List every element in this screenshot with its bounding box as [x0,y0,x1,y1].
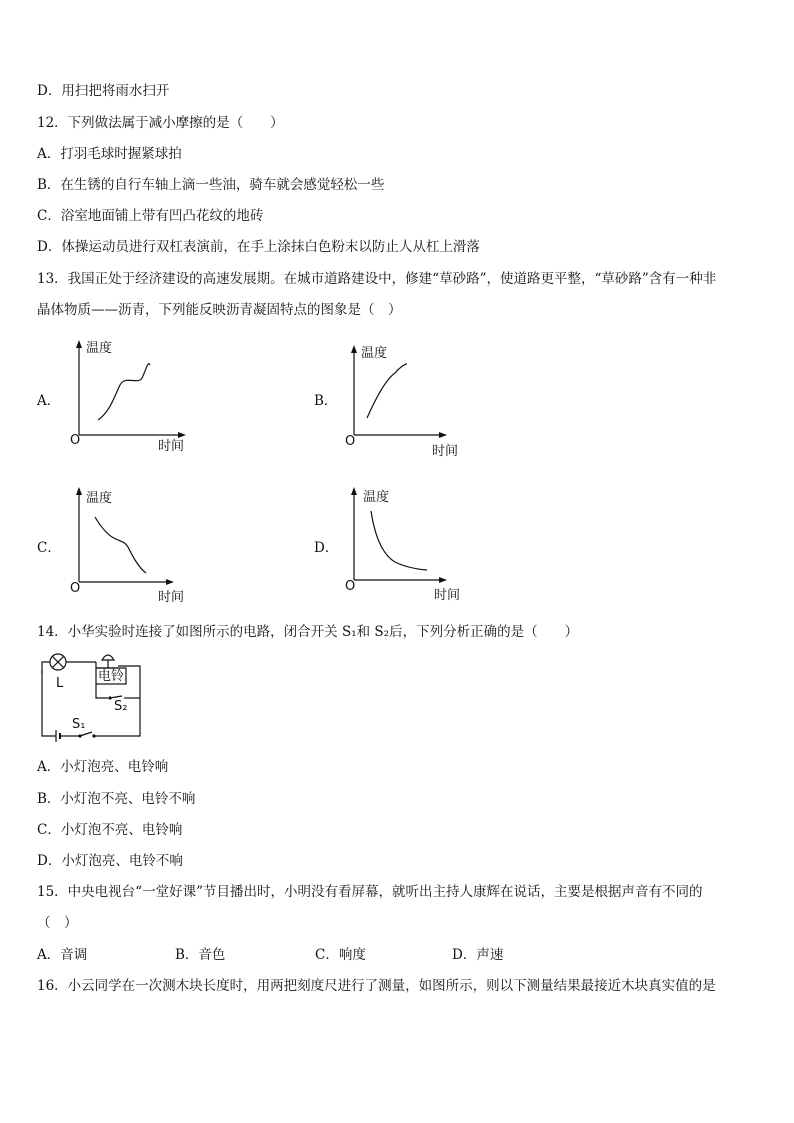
graph-c-x-axis-label: 时间 [158,590,185,605]
q15-stem-line2: （ ） [37,915,78,931]
graph-b-curve [367,364,407,418]
q15-stem-line1: 15．中央电视台“一堂好课”节目播出时，小明没有看屏幕，就听出主持人康辉在说话，主要是根据声音有不同的 [37,884,703,900]
graph-d-x-axis-label: 时间 [434,588,461,603]
switch-s2-icon [110,696,122,698]
graph-a-x-axis-label: 时间 [158,439,185,454]
graph-b-origin: O [345,434,356,449]
q14-option-b: B．小灯泡不亮、电铃不响 [37,791,196,807]
q15-option-c: C．响度 [315,947,366,963]
q12-stem: 12．下列做法属于减小摩擦的是（ ） [37,115,284,131]
graph-b-x-axis-label: 时间 [432,444,459,459]
graph-a-origin: O [70,433,81,448]
bell-icon [102,655,114,660]
q12-option-c: C．浴室地面铺上带有凹凸花纹的地砖 [37,208,264,224]
graph-d [345,487,475,606]
graph-c-y-axis-label: 温度 [86,491,113,506]
graph-a [70,340,200,454]
bell-label: 电铃 [98,669,125,684]
q16-stem: 16．小云同学在一次测木块长度时，用两把刻度尺进行了测量，如图所示，则以下测量结果最接近木块真实值的是 [37,978,716,994]
graph-d-label: D． [314,540,339,556]
graph-b [345,345,475,459]
q14-option-d: D．小灯泡亮、电铃不响 [37,853,183,869]
lamp-label: L [56,676,64,691]
q15-option-d: D．声速 [452,947,504,963]
switch-s1-icon [80,732,92,736]
graph-c-label: C． [37,540,61,556]
q12-option-d: D．体操运动员进行双杠表演前，在手上涂抹白色粉末以防止人从杠上滑落 [37,239,480,255]
graph-d-y-axis-label: 温度 [363,490,390,505]
graph-d-origin: O [345,579,356,594]
graph-c-curve [95,517,146,573]
q15-option-b: B．音色 [175,947,226,963]
q14-stem: 14．小华实验时连接了如图所示的电路，闭合开关 S₁和 S₂后，下列分析正确的是（ ） [37,624,579,640]
graph-a-curve [98,364,150,420]
circuit-diagram [36,650,156,754]
graph-b-y-axis-label: 温度 [361,346,388,361]
q13-stem-line2: 晶体物质——沥青，下列能反映沥青凝固特点的图象是（ ） [37,302,402,318]
q11-option-d: D．用扫把将雨水扫开 [37,83,170,99]
q13-stem-line1: 13．我国正处于经济建设的高速发展期。在城市道路建设中，修建“草砂路”，使道路更平整，“草砂路”含有一种非 [37,271,717,287]
q12-option-a: A．打羽毛球时握紧球拍 [37,146,182,162]
switch-s1-label: S₁ [72,717,86,732]
graph-d-curve [371,511,427,570]
q15-option-a: A．音调 [37,947,88,963]
graph-b-label: B． [314,393,338,409]
q14-option-c: C．小灯泡不亮、电铃响 [37,822,183,838]
q12-option-b: B．在生锈的自行车轴上滴一些油，骑车就会感觉轻松一些 [37,177,385,193]
graph-a-label: A． [37,393,61,409]
graph-c [70,487,200,606]
graph-a-y-axis-label: 温度 [86,341,113,356]
q14-option-a: A．小灯泡亮、电铃响 [37,759,169,775]
switch-s2-label: S₂ [114,699,128,714]
graph-c-origin: O [70,581,81,596]
